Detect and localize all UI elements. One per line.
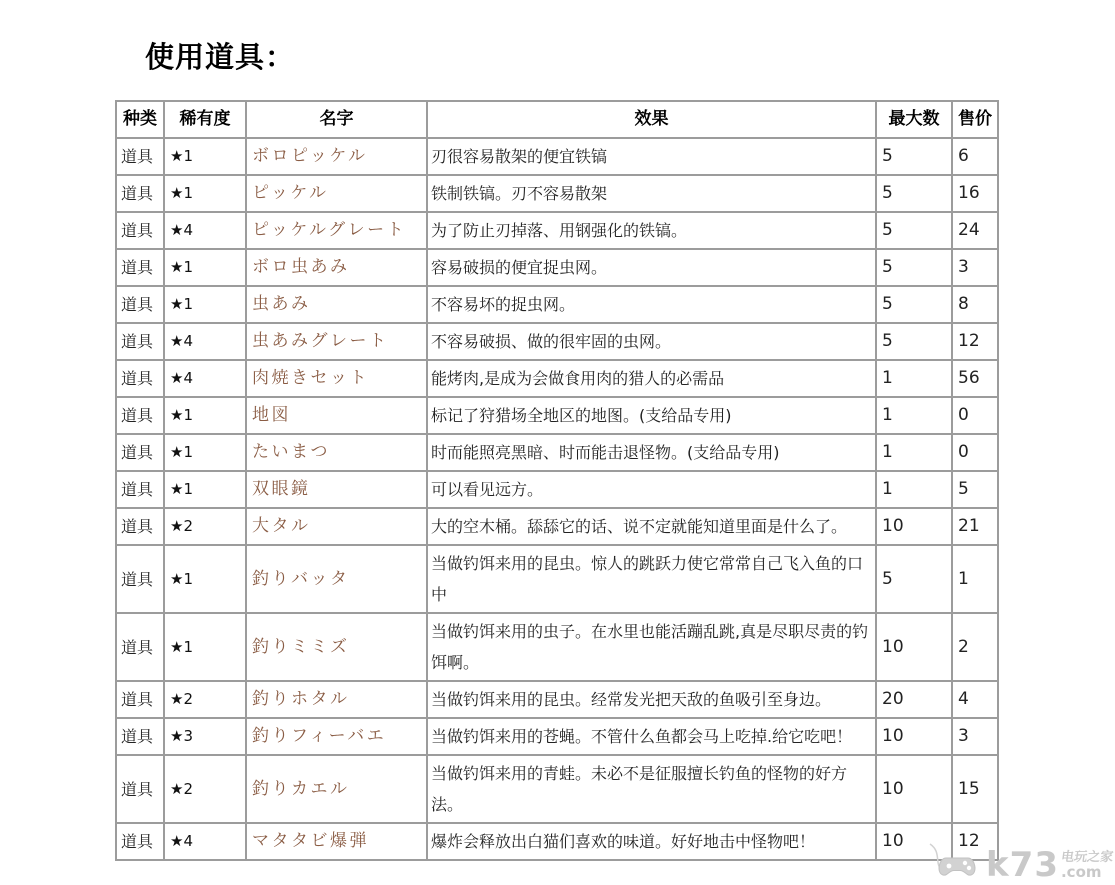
cell-type: 道具 [116, 175, 164, 212]
table-row [116, 360, 998, 397]
cell-rarity: ★1 [164, 545, 246, 613]
cell-name: 双眼鏡 [246, 471, 427, 508]
cell-type: 道具 [116, 718, 164, 755]
cell-name: 大タル [246, 508, 427, 545]
cell-effect: 当做钓饵来用的青蛙。未必不是征服擅长钓鱼的怪物的好方法。 [427, 755, 876, 823]
cell-price: 1 [952, 545, 998, 613]
cell-max: 5 [876, 545, 952, 613]
cell-price: 3 [952, 249, 998, 286]
header-price: 售价 [952, 101, 998, 138]
table-row [116, 718, 998, 755]
cell-max: 5 [876, 138, 952, 175]
cell-price: 24 [952, 212, 998, 249]
table-row [116, 249, 998, 286]
table-row [116, 508, 998, 545]
page-title: 使用道具： [145, 40, 296, 75]
cell-max: 10 [876, 613, 952, 681]
gamepad-icon [928, 842, 986, 885]
table-row [116, 397, 998, 434]
cell-type: 道具 [116, 755, 164, 823]
cell-price: 15 [952, 755, 998, 823]
cell-price: 56 [952, 360, 998, 397]
cell-rarity: ★1 [164, 613, 246, 681]
table-row [116, 755, 998, 823]
cell-max: 5 [876, 212, 952, 249]
cell-type: 道具 [116, 323, 164, 360]
cell-max: 1 [876, 397, 952, 434]
cell-max: 20 [876, 681, 952, 718]
cell-price: 3 [952, 718, 998, 755]
cell-type: 道具 [116, 681, 164, 718]
cell-price: 21 [952, 508, 998, 545]
cell-type: 道具 [116, 613, 164, 681]
table-row [116, 323, 998, 360]
cell-effect: 铁制铁镐。刃不容易散架 [427, 175, 876, 212]
cell-name: 地図 [246, 397, 427, 434]
header-max: 最大数 [876, 101, 952, 138]
cell-name: ボロ虫あみ [246, 249, 427, 286]
cell-max: 10 [876, 718, 952, 755]
cell-max: 1 [876, 434, 952, 471]
cell-rarity: ★4 [164, 360, 246, 397]
table-row [116, 175, 998, 212]
cell-type: 道具 [116, 471, 164, 508]
cell-rarity: ★2 [164, 508, 246, 545]
cell-max: 5 [876, 175, 952, 212]
cell-price: 0 [952, 397, 998, 434]
cell-name: 虫あみ [246, 286, 427, 323]
table-row [116, 823, 998, 860]
cell-type: 道具 [116, 212, 164, 249]
cell-effect: 不容易破损、做的很牢固的虫网。 [427, 323, 876, 360]
cell-type: 道具 [116, 823, 164, 860]
cell-effect: 能烤肉,是成为会做食用肉的猎人的必需品 [427, 360, 876, 397]
cell-max: 5 [876, 249, 952, 286]
table-row [116, 613, 998, 681]
cell-price: 16 [952, 175, 998, 212]
cell-name: 釣りカエル [246, 755, 427, 823]
cell-name: たいまつ [246, 434, 427, 471]
table-row [116, 681, 998, 718]
cell-price: 12 [952, 323, 998, 360]
cell-name: ボロピッケル [246, 138, 427, 175]
table-row [116, 138, 998, 175]
cell-effect: 大的空木桶。舔舔它的话、说不定就能知道里面是什么了。 [427, 508, 876, 545]
cell-effect: 为了防止刃掉落、用钢强化的铁镐。 [427, 212, 876, 249]
cell-rarity: ★1 [164, 138, 246, 175]
cell-max: 1 [876, 471, 952, 508]
cell-rarity: ★1 [164, 434, 246, 471]
cell-rarity: ★2 [164, 681, 246, 718]
cell-rarity: ★4 [164, 212, 246, 249]
cell-max: 10 [876, 508, 952, 545]
cell-rarity: ★1 [164, 175, 246, 212]
header-name: 名字 [246, 101, 427, 138]
cell-price: 8 [952, 286, 998, 323]
cell-effect: 标记了狩猎场全地区的地图。(支给品专用) [427, 397, 876, 434]
cell-name: 虫あみグレート [246, 323, 427, 360]
cell-type: 道具 [116, 249, 164, 286]
cell-max: 10 [876, 755, 952, 823]
watermark-domain: .com [1060, 862, 1102, 881]
cell-rarity: ★2 [164, 755, 246, 823]
cell-price: 2 [952, 613, 998, 681]
cell-type: 道具 [116, 434, 164, 471]
cell-price: 5 [952, 471, 998, 508]
cell-name: ピッケルグレート [246, 212, 427, 249]
cell-type: 道具 [116, 360, 164, 397]
cell-effect: 刃很容易散架的便宜铁镐 [427, 138, 876, 175]
header-type: 种类 [116, 101, 164, 138]
cell-rarity: ★1 [164, 286, 246, 323]
cell-effect: 可以看见远方。 [427, 471, 876, 508]
cell-name: 釣りフィーバエ [246, 718, 427, 755]
cell-rarity: ★1 [164, 249, 246, 286]
cell-name: ピッケル [246, 175, 427, 212]
cell-price: 12 [952, 823, 998, 860]
cell-type: 道具 [116, 397, 164, 434]
cell-type: 道具 [116, 138, 164, 175]
cell-effect: 当做钓饵来用的昆虫。经常发光把天敌的鱼吸引至身边。 [427, 681, 876, 718]
header-effect: 效果 [427, 101, 876, 138]
item-table [115, 100, 999, 861]
table-header-row [116, 101, 998, 138]
cell-rarity: ★1 [164, 471, 246, 508]
cell-max: 5 [876, 323, 952, 360]
cell-type: 道具 [116, 286, 164, 323]
cell-price: 0 [952, 434, 998, 471]
cell-name: マタタビ爆弾 [246, 823, 427, 860]
cell-effect: 当做钓饵来用的昆虫。惊人的跳跃力使它常常自己飞入鱼的口中 [427, 545, 876, 613]
cell-rarity: ★4 [164, 823, 246, 860]
cell-rarity: ★1 [164, 397, 246, 434]
cell-name: 釣りミミズ [246, 613, 427, 681]
cell-price: 4 [952, 681, 998, 718]
table-row [116, 286, 998, 323]
table-row [116, 545, 998, 613]
cell-name: 釣りバッタ [246, 545, 427, 613]
site-watermark [928, 842, 1113, 885]
item-table-container [115, 100, 999, 861]
watermark-logo-text: k73 [986, 845, 1059, 885]
cell-max: 10 [876, 823, 952, 860]
cell-name: 釣りホタル [246, 681, 427, 718]
cell-effect: 容易破损的便宜捉虫网。 [427, 249, 876, 286]
table-row [116, 434, 998, 471]
cell-rarity: ★4 [164, 323, 246, 360]
cell-type: 道具 [116, 545, 164, 613]
cell-name: 肉焼きセット [246, 360, 427, 397]
table-row [116, 212, 998, 249]
cell-effect: 当做钓饵来用的虫子。在水里也能活蹦乱跳,真是尽职尽责的钓饵啊。 [427, 613, 876, 681]
cell-effect: 不容易坏的捉虫网。 [427, 286, 876, 323]
cell-rarity: ★3 [164, 718, 246, 755]
cell-type: 道具 [116, 508, 164, 545]
cell-max: 1 [876, 360, 952, 397]
cell-max: 5 [876, 286, 952, 323]
header-rarity: 稀有度 [164, 101, 246, 138]
cell-effect: 时而能照亮黑暗、时而能击退怪物。(支给品专用) [427, 434, 876, 471]
item-table-body [116, 138, 998, 860]
cell-effect: 爆炸会释放出白猫们喜欢的味道。好好地击中怪物吧！ [427, 823, 876, 860]
watermark-tagline: 电玩之家 [1060, 849, 1115, 865]
cell-effect: 当做钓饵来用的苍蝇。不管什么鱼都会马上吃掉.给它吃吧！ [427, 718, 876, 755]
cell-price: 6 [952, 138, 998, 175]
table-row [116, 471, 998, 508]
